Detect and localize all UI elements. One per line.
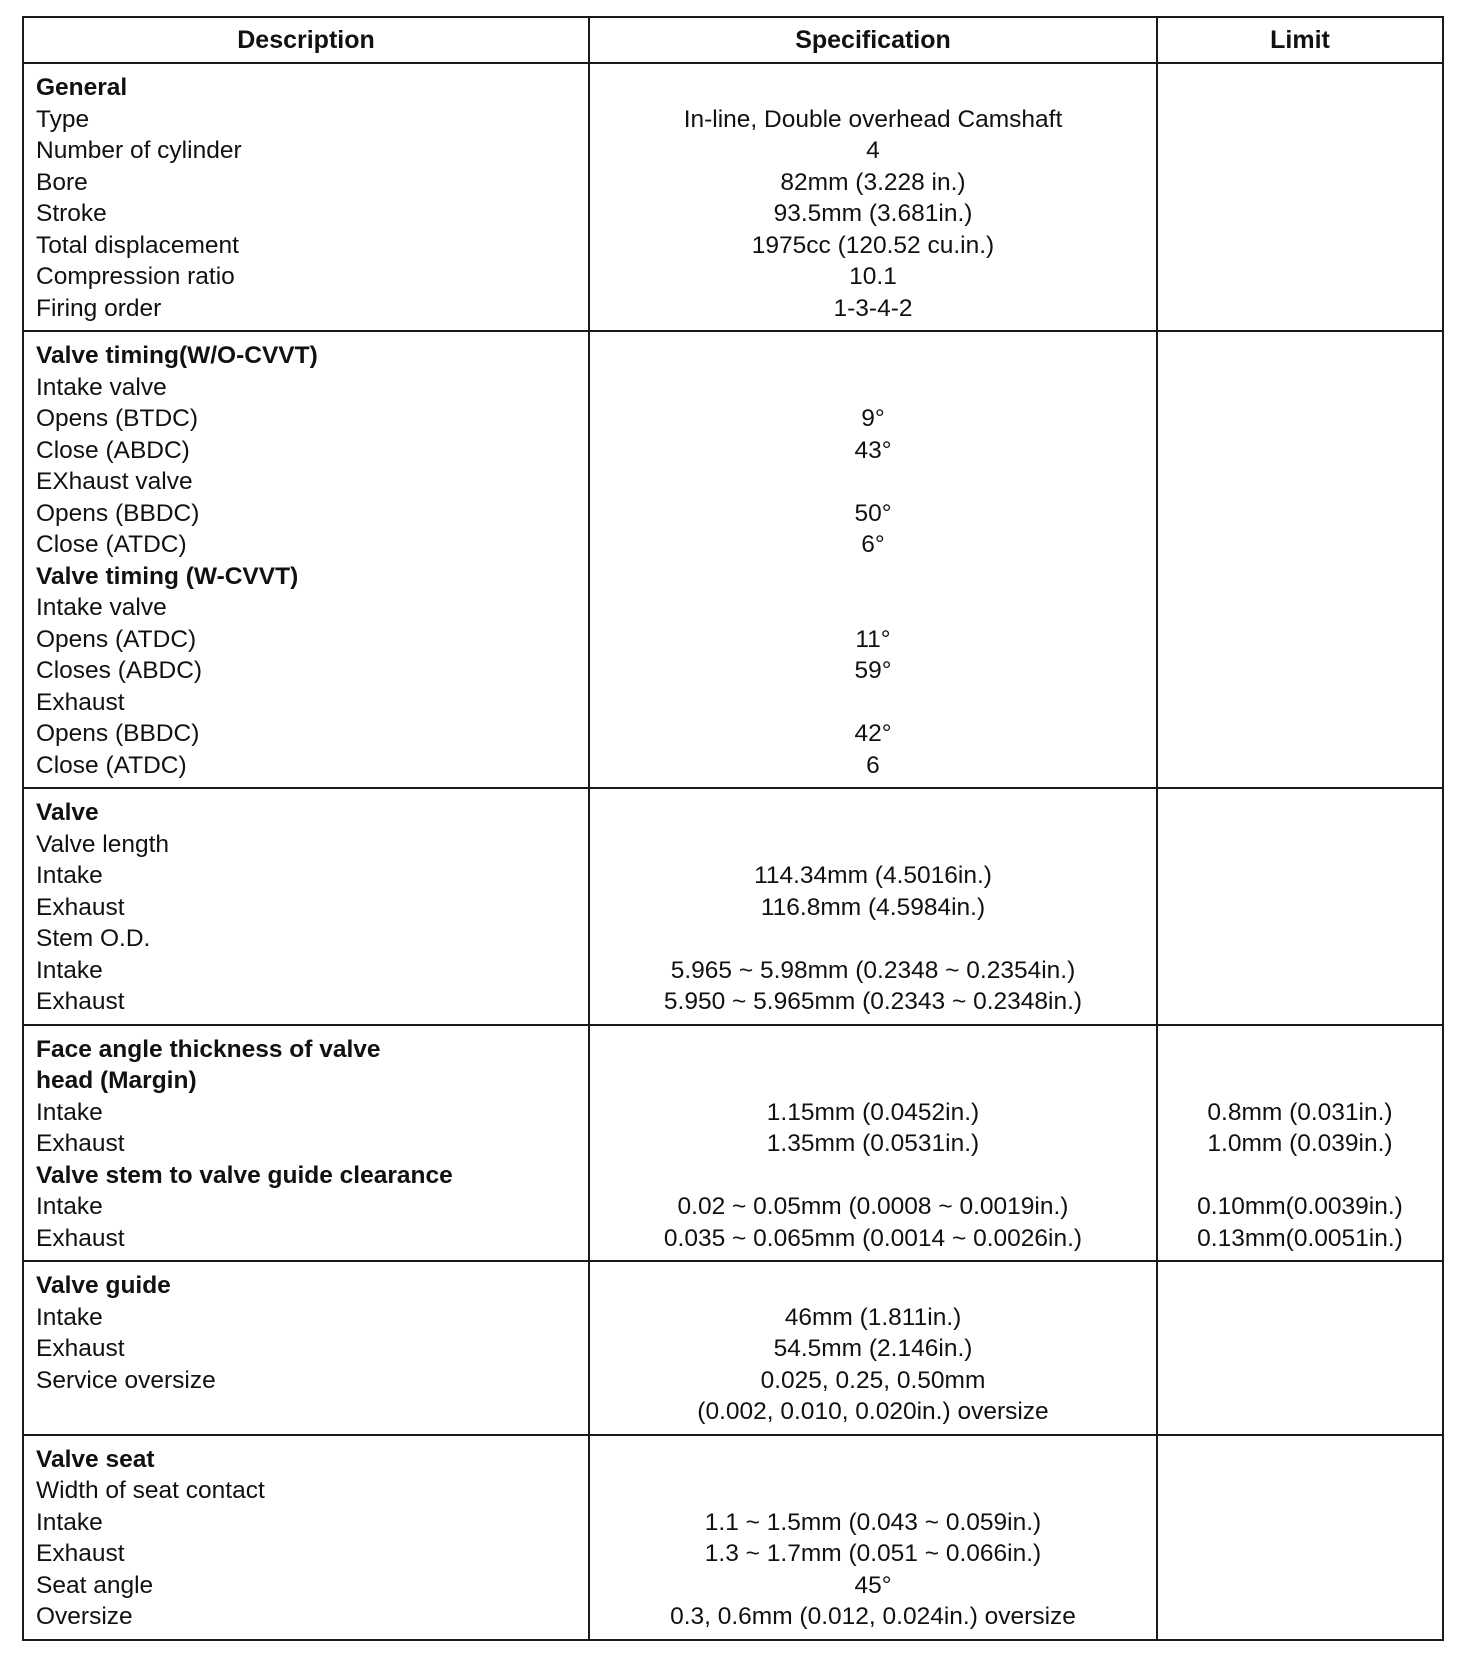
description-cell bbox=[23, 1261, 589, 1435]
description-line: Stem O.D. bbox=[36, 925, 151, 952]
description-line: Opens (ATDC) bbox=[36, 625, 197, 653]
limit-value bbox=[1162, 986, 1438, 1018]
description-line: Intake valve bbox=[36, 373, 167, 401]
description-cell bbox=[23, 1025, 589, 1262]
specification-value bbox=[594, 829, 1152, 861]
limit-value bbox=[1162, 892, 1438, 924]
limit-value bbox=[1162, 372, 1438, 404]
limit-value bbox=[1162, 293, 1438, 325]
section-row bbox=[23, 1261, 1443, 1435]
section-heading: Valve bbox=[36, 799, 99, 826]
specification-value bbox=[594, 592, 1152, 624]
limit-value bbox=[1162, 466, 1438, 498]
description-line: Valve length bbox=[36, 830, 170, 858]
specification-value: 114.34mm (4.5016in.) bbox=[754, 862, 992, 889]
specification-value: 0.025, 0.25, 0.50mm bbox=[760, 1366, 986, 1394]
description-cell bbox=[23, 788, 589, 1025]
limit-value bbox=[1162, 1475, 1438, 1507]
specification-value bbox=[594, 1444, 1152, 1476]
specification-value: 59° bbox=[854, 657, 892, 684]
limit-value: 0.13mm(0.0051in.) bbox=[1197, 1224, 1403, 1252]
limit-value bbox=[1162, 655, 1438, 687]
limit-value bbox=[1162, 403, 1438, 435]
limit-value bbox=[1162, 1570, 1438, 1602]
description-line: Opens (BBDC) bbox=[36, 499, 200, 527]
section-heading: Face angle thickness of valve bbox=[36, 1035, 381, 1063]
limit-cell bbox=[1157, 1261, 1443, 1435]
specification-value: 1975cc (120.52 cu.in.) bbox=[751, 231, 995, 259]
description-line: Bore bbox=[36, 168, 88, 196]
specification-value bbox=[594, 687, 1152, 719]
limit-value bbox=[1162, 261, 1438, 293]
description-line: Seat angle bbox=[36, 1571, 154, 1599]
specification-value: 45° bbox=[854, 1571, 892, 1599]
limit-value bbox=[1162, 860, 1438, 892]
section-row bbox=[23, 788, 1443, 1025]
header-limit: Limit bbox=[1157, 17, 1443, 63]
description-line: Total displacement bbox=[36, 231, 239, 259]
specification-cell bbox=[589, 788, 1157, 1025]
limit-value bbox=[1162, 624, 1438, 656]
limit-value bbox=[1162, 1396, 1438, 1428]
limit-cell bbox=[1157, 1435, 1443, 1640]
description-line: Closes (ABDC) bbox=[36, 657, 203, 684]
description-line: Type bbox=[36, 105, 90, 133]
specification-value: 6 bbox=[866, 751, 880, 779]
specification-cell bbox=[589, 1025, 1157, 1262]
section-row bbox=[23, 331, 1443, 788]
description-line bbox=[36, 1396, 576, 1428]
description-line: Close (ATDC) bbox=[36, 751, 187, 779]
limit-value bbox=[1162, 561, 1438, 593]
limit-value bbox=[1162, 718, 1438, 750]
limit-value bbox=[1162, 135, 1438, 167]
specification-value: 6° bbox=[861, 531, 885, 558]
description-line: Service oversize bbox=[36, 1366, 216, 1394]
section-heading: Valve stem to valve guide clearance bbox=[36, 1161, 453, 1189]
limit-value bbox=[1162, 923, 1438, 955]
specification-value bbox=[594, 1034, 1152, 1066]
specification-value: 9° bbox=[861, 405, 885, 432]
limit-value bbox=[1162, 104, 1438, 136]
specification-value: 54.5mm (2.146in.) bbox=[773, 1335, 973, 1362]
section-heading: Valve timing(W/O-CVVT) bbox=[36, 342, 318, 369]
description-line: Intake bbox=[36, 1193, 103, 1220]
description-line: Exhaust bbox=[36, 688, 125, 716]
description-line: Compression ratio bbox=[36, 263, 235, 290]
limit-value bbox=[1162, 797, 1438, 829]
description-line: Close (ATDC) bbox=[36, 531, 187, 558]
description-line: Intake bbox=[36, 956, 103, 984]
table-body bbox=[23, 63, 1443, 1640]
description-line: Exhaust bbox=[36, 988, 125, 1015]
limit-value bbox=[1162, 1538, 1438, 1570]
description-line: Intake bbox=[36, 1098, 103, 1126]
limit-cell bbox=[1157, 331, 1443, 788]
section-heading: Valve guide bbox=[36, 1272, 171, 1299]
header-specification: Specification bbox=[589, 17, 1157, 63]
description-line: Number of cylinder bbox=[36, 137, 242, 164]
limit-value bbox=[1162, 167, 1438, 199]
specification-value: 1.15mm (0.0452in.) bbox=[766, 1098, 980, 1126]
description-line: Intake bbox=[36, 1303, 103, 1331]
limit-value bbox=[1162, 230, 1438, 262]
limit-value bbox=[1162, 750, 1438, 782]
description-line: Exhaust bbox=[36, 1335, 125, 1362]
section-heading: head (Margin) bbox=[36, 1067, 197, 1094]
limit-value bbox=[1162, 1302, 1438, 1334]
description-cell bbox=[23, 63, 589, 331]
limit-value bbox=[1162, 1507, 1438, 1539]
specification-value: 1.1 ~ 1.5mm (0.043 ~ 0.059in.) bbox=[704, 1508, 1042, 1536]
limit-value bbox=[1162, 1160, 1438, 1192]
limit-value bbox=[1162, 498, 1438, 530]
description-line: EXhaust valve bbox=[36, 468, 193, 495]
limit-value: 0.10mm(0.0039in.) bbox=[1197, 1193, 1403, 1220]
specification-value: 5.950 ~ 5.965mm (0.2343 ~ 0.2348in.) bbox=[663, 988, 1083, 1015]
engine-specification-table bbox=[22, 16, 1444, 1641]
specification-value bbox=[594, 340, 1152, 372]
specification-value: 1.35mm (0.0531in.) bbox=[766, 1130, 980, 1157]
limit-cell bbox=[1157, 1025, 1443, 1262]
description-line: Exhaust bbox=[36, 1540, 125, 1567]
specification-value: 43° bbox=[854, 436, 892, 464]
specification-value: 10.1 bbox=[849, 263, 897, 290]
specification-value bbox=[594, 1475, 1152, 1507]
specification-value bbox=[594, 923, 1152, 955]
limit-value bbox=[1162, 1601, 1438, 1633]
specification-value: In-line, Double overhead Camshaft bbox=[683, 105, 1063, 133]
specification-value: 1.3 ~ 1.7mm (0.051 ~ 0.066in.) bbox=[704, 1540, 1042, 1567]
limit-value: 0.8mm (0.031in.) bbox=[1207, 1098, 1393, 1126]
section-heading: General bbox=[36, 74, 128, 101]
specification-value: 42° bbox=[854, 720, 892, 747]
description-line: Intake valve bbox=[36, 594, 167, 621]
limit-cell bbox=[1157, 788, 1443, 1025]
specification-value bbox=[594, 372, 1152, 404]
specification-value bbox=[594, 1270, 1152, 1302]
specification-value: 5.965 ~ 5.98mm (0.2348 ~ 0.2354in.) bbox=[670, 956, 1076, 984]
limit-value: 1.0mm (0.039in.) bbox=[1207, 1130, 1393, 1157]
description-line: Firing order bbox=[36, 294, 162, 322]
limit-value bbox=[1162, 340, 1438, 372]
specification-value bbox=[594, 466, 1152, 498]
specification-value bbox=[594, 1065, 1152, 1097]
header-description: Description bbox=[23, 17, 589, 63]
limit-value bbox=[1162, 1444, 1438, 1476]
specification-value: 46mm (1.811in.) bbox=[784, 1303, 962, 1331]
specification-cell bbox=[589, 63, 1157, 331]
description-cell bbox=[23, 1435, 589, 1640]
specification-cell bbox=[589, 1261, 1157, 1435]
specification-value: 82mm (3.228 in.) bbox=[780, 168, 966, 196]
description-line: Intake bbox=[36, 862, 103, 889]
specification-value: 116.8mm (4.5984in.) bbox=[760, 893, 986, 921]
specification-value: 0.3, 0.6mm (0.012, 0.024in.) oversize bbox=[670, 1603, 1076, 1630]
limit-value bbox=[1162, 529, 1438, 561]
description-line: Exhaust bbox=[36, 893, 125, 921]
specification-value: 0.02 ~ 0.05mm (0.0008 ~ 0.0019in.) bbox=[677, 1193, 1069, 1220]
specification-value: 11° bbox=[855, 625, 891, 653]
specification-value: 0.035 ~ 0.065mm (0.0014 ~ 0.0026in.) bbox=[663, 1224, 1083, 1252]
limit-value bbox=[1162, 955, 1438, 987]
section-row bbox=[23, 1025, 1443, 1262]
limit-value bbox=[1162, 1065, 1438, 1097]
specification-value: 50° bbox=[854, 499, 892, 527]
header-row bbox=[23, 17, 1443, 63]
description-line: Oversize bbox=[36, 1603, 133, 1630]
specification-value: 93.5mm (3.681in.) bbox=[773, 200, 973, 227]
description-line: Exhaust bbox=[36, 1130, 125, 1157]
specification-cell bbox=[589, 1435, 1157, 1640]
specification-value bbox=[594, 72, 1152, 104]
specification-value: 1-3-4-2 bbox=[833, 294, 913, 322]
limit-value bbox=[1162, 592, 1438, 624]
limit-value bbox=[1162, 1270, 1438, 1302]
specification-value bbox=[594, 797, 1152, 829]
specification-cell bbox=[589, 331, 1157, 788]
description-line: Intake bbox=[36, 1508, 103, 1536]
description-cell bbox=[23, 331, 589, 788]
limit-value bbox=[1162, 687, 1438, 719]
specification-value bbox=[594, 561, 1152, 593]
section-row bbox=[23, 63, 1443, 331]
limit-value bbox=[1162, 829, 1438, 861]
description-line: Opens (BTDC) bbox=[36, 405, 199, 432]
specification-value bbox=[594, 1160, 1152, 1192]
limit-value bbox=[1162, 435, 1438, 467]
section-heading: Valve timing (W-CVVT) bbox=[36, 562, 299, 590]
limit-value bbox=[1162, 72, 1438, 104]
description-line: Width of seat contact bbox=[36, 1477, 265, 1504]
description-line: Stroke bbox=[36, 200, 107, 227]
description-line: Exhaust bbox=[36, 1224, 125, 1252]
section-heading: Valve seat bbox=[36, 1445, 155, 1473]
description-line: Opens (BBDC) bbox=[36, 720, 200, 747]
specification-value: 4 bbox=[866, 137, 880, 164]
limit-value bbox=[1162, 1034, 1438, 1066]
description-line: Close (ABDC) bbox=[36, 436, 190, 464]
section-row bbox=[23, 1435, 1443, 1640]
specification-value: (0.002, 0.010, 0.020in.) oversize bbox=[697, 1398, 1049, 1425]
limit-value bbox=[1162, 1333, 1438, 1365]
limit-value bbox=[1162, 1365, 1438, 1397]
limit-value bbox=[1162, 198, 1438, 230]
limit-cell bbox=[1157, 63, 1443, 331]
